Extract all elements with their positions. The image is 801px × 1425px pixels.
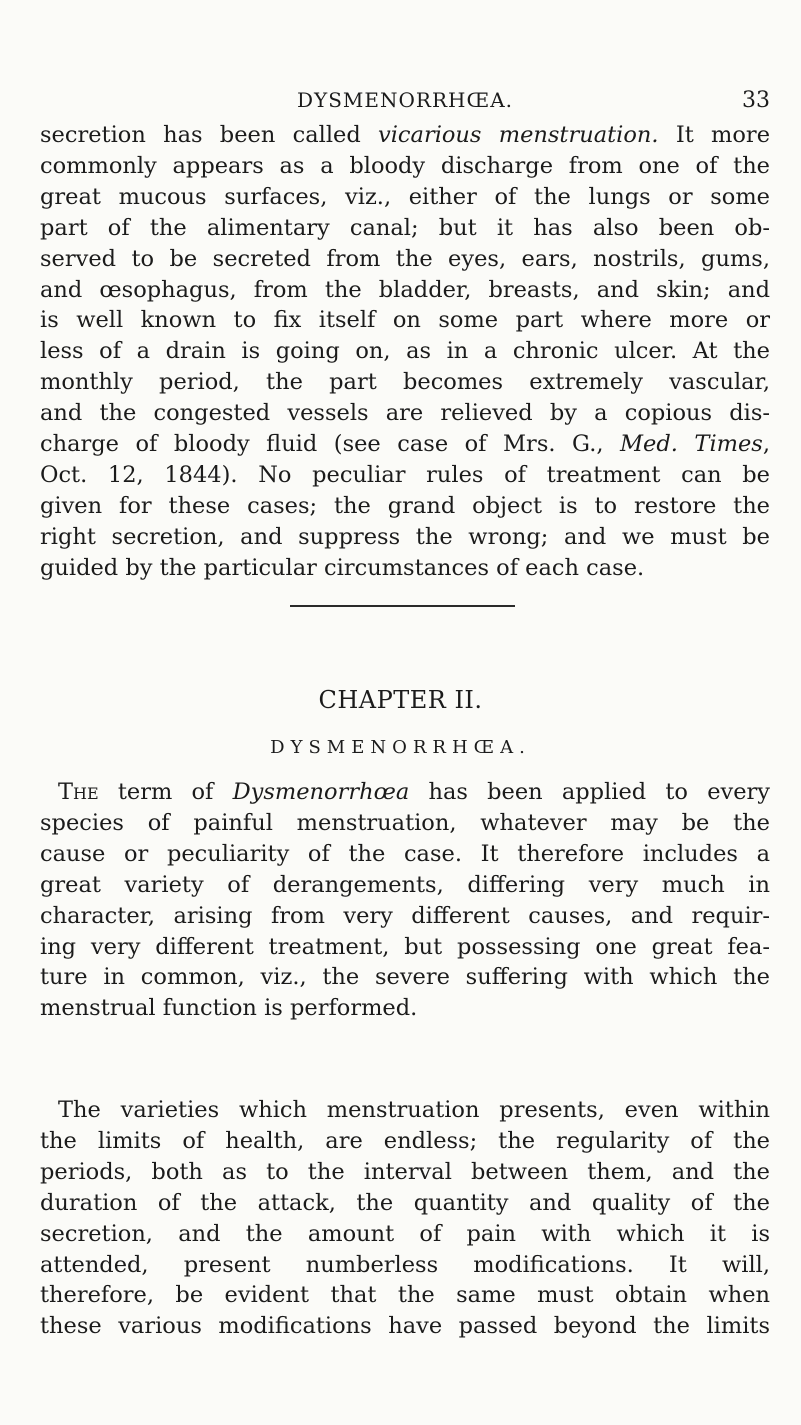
text-line: given for these cases; the grand object is to restore the: [40, 492, 770, 519]
text-line: secretion has been called vicarious menstruation. It more: [40, 122, 771, 148]
text-line: species of painful menstruation, whatever may be the: [40, 809, 770, 836]
text-line: commonly appears as a bloody discharge from one of the: [40, 152, 770, 179]
text-line: less of a drain is going on, as in a chronic ulcer. At the: [40, 338, 770, 365]
text-line: right secretion, and suppress the wrong; and we must be: [40, 523, 770, 550]
text-line: the limits of health, are endless; the regularity of the: [40, 1127, 770, 1154]
text-line: guided by the particular circumstances of each case.: [40, 554, 645, 581]
text-line: part of the alimentary canal; but it has also been ob-: [40, 214, 770, 241]
text-line: attended, present numberless modifications. It will,: [40, 1251, 770, 1278]
text-line: duration of the attack, the quantity and quality of the: [40, 1189, 770, 1216]
text-line: periods, both as to the interval between them, and the: [40, 1158, 770, 1185]
text-line: Oct. 12, 1844). No peculiar rules of treatment can be: [40, 461, 770, 488]
italic-term: Dysmenorrhœa: [232, 779, 410, 805]
paragraph-dysmenorrhoea-definition: [40, 777, 770, 1024]
text-line: great variety of derangements, differing very much in: [40, 871, 770, 898]
text-line: ture in common, viz., the severe suffering with which the: [40, 964, 770, 991]
text-line: The term of Dysmenorrhœa has been applied to every: [58, 779, 770, 805]
italic-citation: Med. Times: [620, 431, 763, 458]
text-line: is well known to fix itself on some part where more or: [40, 307, 770, 334]
text-line: and the congested vessels are relieved by a copious dis-: [40, 400, 770, 427]
running-title: DYSMENORRHŒA.: [296, 88, 514, 112]
running-head: [40, 88, 770, 116]
paragraph-menstrual-varieties: [40, 1095, 770, 1342]
chapter-subtitle: DYSMENORRHŒA.: [270, 737, 531, 758]
text-line: these various modifications have passed beyond the limits: [40, 1313, 770, 1340]
text-line: served to be secreted from the eyes, ears, nostrils, gums,: [40, 245, 770, 272]
text-line: character, arising from very different causes, and requir-: [40, 902, 770, 929]
text-line: monthly period, the part becomes extremely vascular,: [40, 369, 770, 396]
text-line: The varieties which menstruation presents, even within: [58, 1097, 770, 1123]
text-line: ing very different treatment, but possessing one great fea-: [40, 933, 770, 960]
text-line: great mucous surfaces, viz., either of the lungs or some: [40, 183, 770, 210]
chapter-title: CHAPTER II.: [318, 686, 483, 714]
text-line: cause or peculiarity of the case. It therefore includes a: [40, 840, 770, 867]
text-line: and œsophagus, from the bladder, breasts, and skin; and: [40, 276, 770, 303]
page-number: 33: [742, 88, 770, 113]
italic-term: vicarious menstruation.: [378, 122, 659, 148]
paragraph-vicarious-menstruation: [40, 120, 770, 584]
text-line: charge of bloody fluid (see case of Mrs. G., Med. Times,: [40, 431, 770, 458]
text-line: therefore, be evident that the same must obtain when: [40, 1282, 770, 1309]
text-line: menstrual function is performed.: [40, 995, 418, 1022]
section-divider-rule: [290, 605, 515, 607]
text-line: secretion, and the amount of pain with which it is: [40, 1220, 770, 1247]
